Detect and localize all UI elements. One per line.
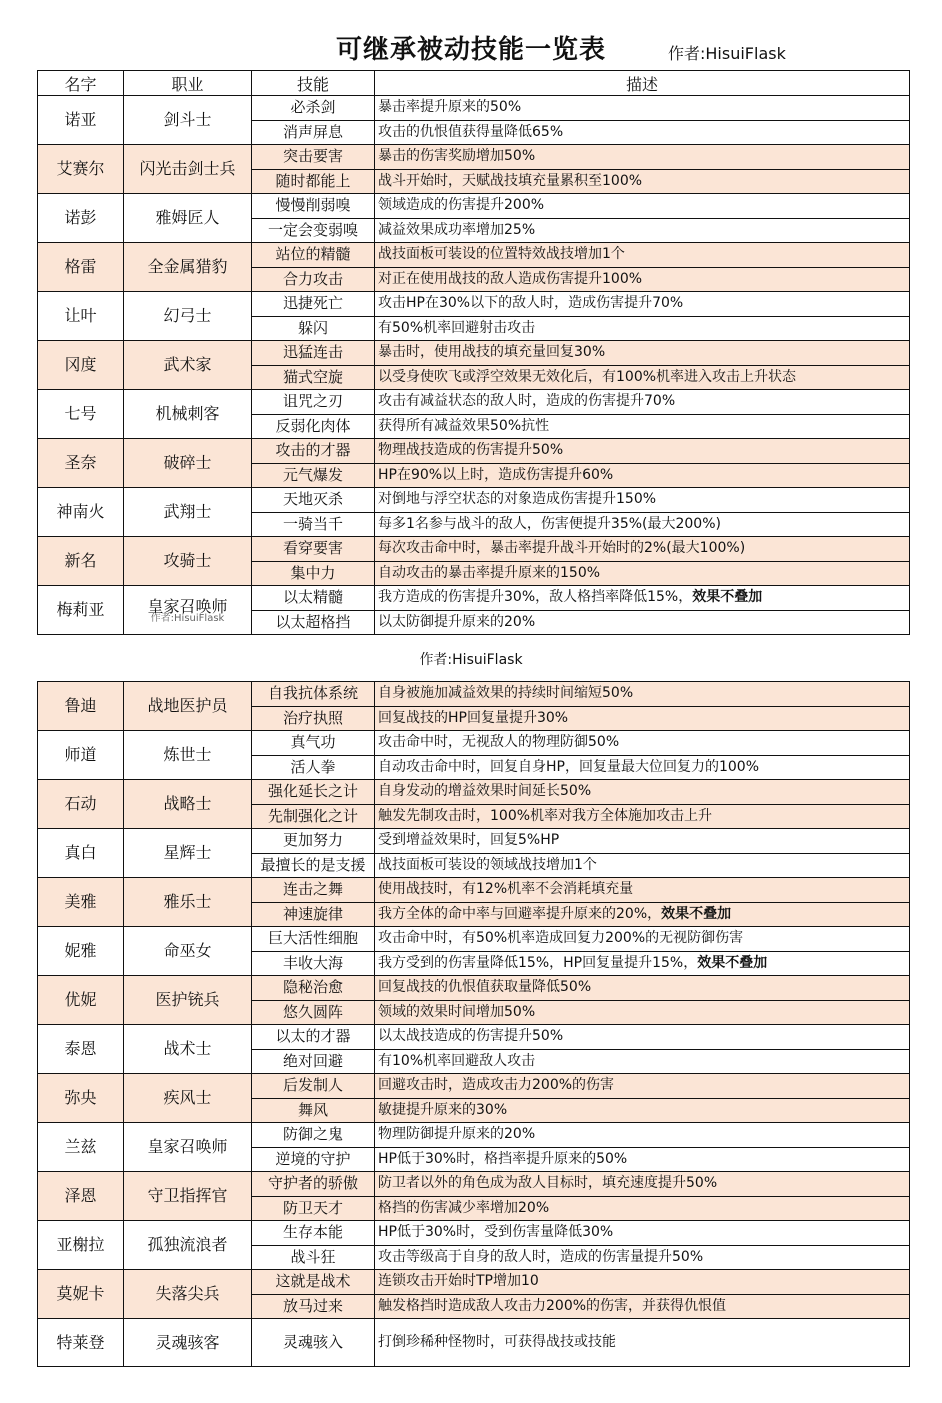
table-row — [38, 341, 910, 366]
description-text: 获得所有减益效果50%抗性 — [378, 417, 550, 434]
table-row — [38, 1270, 910, 1295]
skill-name: 诅咒之刃 — [252, 390, 375, 415]
character-name: 艾赛尔 — [38, 145, 124, 194]
character-job: 守卫指挥官 — [124, 1172, 252, 1221]
description-text: HP低于30%时，格挡率提升原来的50% — [378, 1150, 628, 1167]
skill-name: 灵魂骇入 — [252, 1319, 375, 1367]
character-name: 让叶 — [38, 292, 124, 341]
character-name: 石动 — [38, 780, 124, 829]
description-text: 减益效果成功率增加25% — [378, 221, 536, 238]
header-skill: 技能 — [252, 71, 375, 96]
description-text: 我方全体的命中率与回避率提升原来的20%， — [378, 905, 662, 922]
character-name: 格雷 — [38, 243, 124, 292]
description-text: 领域的效果时间增加50% — [378, 1003, 536, 1020]
skill-name: 反弱化肉体 — [252, 414, 375, 439]
skill-name: 一定会变弱嗅 — [252, 218, 375, 243]
character-job: 孤独流浪者 — [124, 1221, 252, 1270]
skill-description — [375, 390, 910, 415]
description-text: 以太战技造成的伤害提升50% — [378, 1028, 564, 1044]
skill-description — [375, 610, 910, 635]
character-job: 机械刺客 — [124, 390, 252, 439]
table-row — [38, 488, 910, 513]
character-job: 星辉士 — [124, 829, 252, 878]
table-row — [38, 586, 910, 611]
description-text: 连锁攻击开始时TP增加10 — [378, 1273, 539, 1289]
skill-description — [375, 902, 910, 927]
no-stack-note: 效果不叠加 — [697, 954, 768, 971]
description-text: 自身发动的增益效果时间延长50% — [378, 783, 592, 799]
skill-name: 以太超格挡 — [252, 610, 375, 635]
table-row — [38, 829, 910, 854]
table-row — [38, 1172, 910, 1197]
skill-description — [375, 1196, 910, 1221]
author-credit: 作者:HisuiFlask — [668, 44, 786, 63]
skill-description — [375, 537, 910, 562]
skill-description — [375, 1172, 910, 1197]
skill-name: 最擅长的是支援 — [252, 853, 375, 878]
skill-description — [375, 218, 910, 243]
table-row — [38, 682, 910, 707]
skill-description — [375, 169, 910, 194]
description-text: 攻击有减益状态的敌人时，造成的伤害提升70% — [378, 393, 676, 409]
description-text: 每多1名参与战斗的敌人，伤害便提升35%(最大200%) — [378, 515, 721, 532]
author-watermark: 作者:HisuiFlask — [150, 612, 225, 624]
description-text: 有50%机率回避射击攻击 — [378, 319, 536, 336]
skill-description — [375, 96, 910, 121]
skill-name: 集中力 — [252, 561, 375, 586]
skill-description — [375, 512, 910, 537]
header-name: 名字 — [38, 71, 124, 96]
skill-name: 以太精髓 — [252, 586, 375, 611]
table-row — [38, 96, 910, 121]
table-row — [38, 927, 910, 952]
skill-description — [375, 682, 910, 707]
skill-description — [375, 365, 910, 390]
skill-name: 随时都能上 — [252, 169, 375, 194]
description-text: 暴击时，使用战技的填充量回复30% — [378, 344, 606, 360]
description-text: 暴击率提升原来的50% — [378, 99, 522, 115]
character-job: 医护铳兵 — [124, 976, 252, 1025]
character-name: 优妮 — [38, 976, 124, 1025]
character-job: 战略士 — [124, 780, 252, 829]
character-job: 疾风士 — [124, 1074, 252, 1123]
description-text: 使用战技时，有12%机率不会消耗填充量 — [378, 881, 634, 897]
skill-description — [375, 927, 910, 952]
description-text: 战技面板可装设的位置特效战技增加1个 — [378, 246, 625, 262]
skill-description — [375, 586, 910, 611]
skill-description — [375, 780, 910, 805]
description-text: 攻击等级高于自身的敌人时，造成的伤害量提升50% — [378, 1248, 704, 1265]
character-job: 幻弓士 — [124, 292, 252, 341]
character-job: 失落尖兵 — [124, 1270, 252, 1319]
skill-name: 舞风 — [252, 1098, 375, 1123]
skill-name: 攻击的才器 — [252, 439, 375, 464]
description-text: 防卫者以外的角色成为敌人目标时，填充速度提升50% — [378, 1175, 718, 1191]
table-row — [38, 1074, 910, 1099]
skill-description — [375, 439, 910, 464]
description-text: 物理防御提升原来的20% — [378, 1126, 536, 1142]
character-name: 诺彭 — [38, 194, 124, 243]
skill-name: 天地灭杀 — [252, 488, 375, 513]
header-job: 职业 — [124, 71, 252, 96]
skill-description — [375, 853, 910, 878]
skill-name: 必杀剑 — [252, 96, 375, 121]
table-row — [38, 1319, 910, 1367]
skill-name: 后发制人 — [252, 1074, 375, 1099]
table-row — [38, 1123, 910, 1148]
skill-description — [375, 488, 910, 513]
character-name: 弥央 — [38, 1074, 124, 1123]
skill-description — [375, 267, 910, 292]
no-stack-note: 效果不叠加 — [661, 905, 732, 922]
character-job: 武术家 — [124, 341, 252, 390]
character-name: 美雅 — [38, 878, 124, 927]
description-text: 每次攻击命中时，暴击率提升战斗开始时的2%(最大100%) — [378, 540, 746, 556]
skill-description — [375, 1294, 910, 1319]
description-text: 自身被施加减益效果的持续时间缩短50% — [378, 685, 634, 701]
description-text: 受到增益效果时，回复5%HP — [378, 832, 560, 848]
character-name: 泰恩 — [38, 1025, 124, 1074]
skill-description — [375, 1074, 910, 1099]
description-text: 暴击的伤害奖励增加50% — [378, 148, 536, 164]
character-name: 鲁迪 — [38, 682, 124, 731]
skill-name: 突击要害 — [252, 145, 375, 170]
character-job: 灵魂骇客 — [124, 1319, 252, 1367]
character-name: 兰兹 — [38, 1123, 124, 1172]
skill-description — [375, 463, 910, 488]
skill-name: 一骑当千 — [252, 512, 375, 537]
skill-description — [375, 341, 910, 366]
job-label: 皇家召唤师 — [147, 596, 228, 616]
character-job: 剑斗士 — [124, 96, 252, 145]
skill-name: 守护者的骄傲 — [252, 1172, 375, 1197]
description-text: 攻击命中时，有50%机率造成回复力200%的无视防御伤害 — [378, 930, 744, 946]
character-name: 圣奈 — [38, 439, 124, 488]
description-text: 攻击的仇恨值获得量降低65% — [378, 123, 564, 140]
skill-name: 巨大活性细胞 — [252, 927, 375, 952]
skill-description — [375, 194, 910, 219]
skill-name: 隐秘治愈 — [252, 976, 375, 1001]
skill-name: 先制强化之计 — [252, 804, 375, 829]
skill-description — [375, 706, 910, 731]
skill-name: 丰收大海 — [252, 951, 375, 976]
description-text: HP在90%以上时，造成伤害提升60% — [378, 466, 614, 483]
skill-name: 强化延长之计 — [252, 780, 375, 805]
skill-name: 以太的才器 — [252, 1025, 375, 1050]
table-row — [38, 878, 910, 903]
skill-name: 慢慢削弱嗅 — [252, 194, 375, 219]
skill-description — [375, 976, 910, 1001]
skill-description — [375, 561, 910, 586]
table-row — [38, 731, 910, 756]
skills-table-2 — [37, 681, 910, 1367]
description-text: 自动攻击命中时，回复自身HP，回复量最大位回复力的100% — [378, 758, 759, 775]
character-name: 莫妮卡 — [38, 1270, 124, 1319]
skill-description — [375, 1270, 910, 1295]
skill-description — [375, 731, 910, 756]
character-job: 皇家召唤师 — [124, 1123, 252, 1172]
skill-name: 活人拳 — [252, 755, 375, 780]
skill-name: 放马过来 — [252, 1294, 375, 1319]
character-name: 七号 — [38, 390, 124, 439]
skill-name: 躲闪 — [252, 316, 375, 341]
skill-description — [375, 243, 910, 268]
skill-description — [375, 829, 910, 854]
character-job: 武翔士 — [124, 488, 252, 537]
character-name: 师道 — [38, 731, 124, 780]
no-stack-note: 效果不叠加 — [692, 589, 763, 605]
table-header-row — [38, 71, 910, 96]
character-name: 特莱登 — [38, 1319, 124, 1367]
skill-description — [375, 120, 910, 145]
character-job: 战地医护员 — [124, 682, 252, 731]
skill-description — [375, 1319, 910, 1367]
skill-description — [375, 414, 910, 439]
description-text: 敏捷提升原来的30% — [378, 1101, 508, 1118]
description-text: 回复战技的HP回复量提升30% — [378, 709, 569, 726]
skill-name: 更加努力 — [252, 829, 375, 854]
description-text: 有10%机率回避敌人攻击 — [378, 1052, 536, 1069]
description-text: 触发格挡时造成敌人攻击力200%的伤害，并获得仇恨值 — [378, 1297, 727, 1314]
skill-description — [375, 755, 910, 780]
description-text: 对正在使用战技的敌人造成伤害提升100% — [378, 270, 643, 287]
character-job: 破碎士 — [124, 439, 252, 488]
skill-description — [375, 1123, 910, 1148]
skill-description — [375, 292, 910, 317]
character-job: 全金属猎豹 — [124, 243, 252, 292]
character-name: 诺亚 — [38, 96, 124, 145]
skill-description — [375, 145, 910, 170]
character-name: 冈度 — [38, 341, 124, 390]
skill-description — [375, 1025, 910, 1050]
character-job: 雅姆匠人 — [124, 194, 252, 243]
skill-name: 迅捷死亡 — [252, 292, 375, 317]
description-text: 自动攻击的暴击率提升原来的150% — [378, 564, 601, 581]
character-job: 攻骑士 — [124, 537, 252, 586]
description-text: 物理战技造成的伤害提升50% — [378, 442, 564, 458]
page-title: 可继承被动技能一览表 — [335, 35, 606, 65]
character-name: 梅莉亚 — [38, 586, 124, 635]
table-row — [38, 439, 910, 464]
skill-name: 防卫天才 — [252, 1196, 375, 1221]
skill-name: 这就是战术 — [252, 1270, 375, 1295]
skill-name: 猫式空旋 — [252, 365, 375, 390]
character-name: 新名 — [38, 537, 124, 586]
skill-description — [375, 1098, 910, 1123]
character-job: 炼世士 — [124, 731, 252, 780]
skill-name: 战斗狂 — [252, 1245, 375, 1270]
description-text: HP低于30%时，受到伤害量降低30% — [378, 1224, 614, 1240]
skill-name: 元气爆发 — [252, 463, 375, 488]
description-text: 以太防御提升原来的20% — [378, 613, 536, 630]
skill-name: 悠久圆阵 — [252, 1000, 375, 1025]
skill-description — [375, 804, 910, 829]
skill-description — [375, 1221, 910, 1246]
table-row — [38, 145, 910, 170]
character-name: 神南火 — [38, 488, 124, 537]
table-row — [38, 292, 910, 317]
header-desc: 描述 — [375, 71, 910, 96]
table-row — [38, 780, 910, 805]
description-text: 攻击命中时，无视敌人的物理防御50% — [378, 734, 620, 750]
description-text: 触发先制攻击时，100%机率对我方全体施加攻击上升 — [378, 807, 713, 824]
character-job: 战术士 — [124, 1025, 252, 1074]
character-name: 亚榭拉 — [38, 1221, 124, 1270]
character-name: 泽恩 — [38, 1172, 124, 1221]
skill-name: 治疗执照 — [252, 706, 375, 731]
character-job: 命巫女 — [124, 927, 252, 976]
skill-description — [375, 1245, 910, 1270]
description-text: 战斗开始时，天赋战技填充量累积至100% — [378, 172, 643, 189]
description-text: 攻击HP在30%以下的敌人时，造成伤害提升70% — [378, 295, 684, 311]
description-text: 我方造成的伤害提升30%，敌人格挡率降低15%， — [378, 589, 693, 605]
description-text: 回避攻击时，造成攻击力200%的伤害 — [378, 1077, 615, 1093]
skill-description — [375, 316, 910, 341]
skill-description — [375, 1147, 910, 1172]
table-row — [38, 390, 910, 415]
description-text: 打倒珍稀种怪物时，可获得战技或技能 — [378, 1333, 616, 1350]
character-name: 妮雅 — [38, 927, 124, 976]
skills-table-1 — [37, 70, 910, 635]
description-text: 领域造成的伤害提升200% — [378, 197, 545, 213]
skill-description — [375, 1049, 910, 1074]
skill-name: 神速旋律 — [252, 902, 375, 927]
table-row — [38, 243, 910, 268]
table-row — [38, 976, 910, 1001]
description-text: 回复战技的仇恨值获取量降低50% — [378, 979, 592, 995]
skill-name: 自我抗体系统 — [252, 682, 375, 707]
table-row — [38, 194, 910, 219]
table-row — [38, 537, 910, 562]
author-credit-middle: 作者:HisuiFlask — [419, 652, 523, 668]
description-text: 我方受到的伤害量降低15%，HP回复量提升15%， — [378, 954, 698, 971]
table-row — [38, 1221, 910, 1246]
character-job: 闪光击剑士兵 — [124, 145, 252, 194]
skill-name: 逆境的守护 — [252, 1147, 375, 1172]
character-job: 雅乐士 — [124, 878, 252, 927]
skill-name: 生存本能 — [252, 1221, 375, 1246]
skill-name: 绝对回避 — [252, 1049, 375, 1074]
skill-name: 真气功 — [252, 731, 375, 756]
table-row — [38, 1025, 910, 1050]
skill-description — [375, 951, 910, 976]
description-text: 格挡的伤害减少率增加20% — [378, 1199, 550, 1216]
description-text: 对倒地与浮空状态的对象造成伤害提升150% — [378, 491, 657, 507]
skill-description — [375, 1000, 910, 1025]
skill-name: 看穿要害 — [252, 537, 375, 562]
description-text: 以受身使吹飞或浮空效果无效化后，有100%机率进入攻击上升状态 — [378, 368, 797, 385]
skill-name: 站位的精髓 — [252, 243, 375, 268]
character-job — [124, 586, 252, 635]
skill-name: 消声屏息 — [252, 120, 375, 145]
skill-name: 连击之舞 — [252, 878, 375, 903]
description-text: 战技面板可装设的领域战技增加1个 — [378, 856, 597, 873]
skill-name: 防御之鬼 — [252, 1123, 375, 1148]
skill-name: 迅猛连击 — [252, 341, 375, 366]
skill-description — [375, 878, 910, 903]
character-name: 真白 — [38, 829, 124, 878]
skill-name: 合力攻击 — [252, 267, 375, 292]
